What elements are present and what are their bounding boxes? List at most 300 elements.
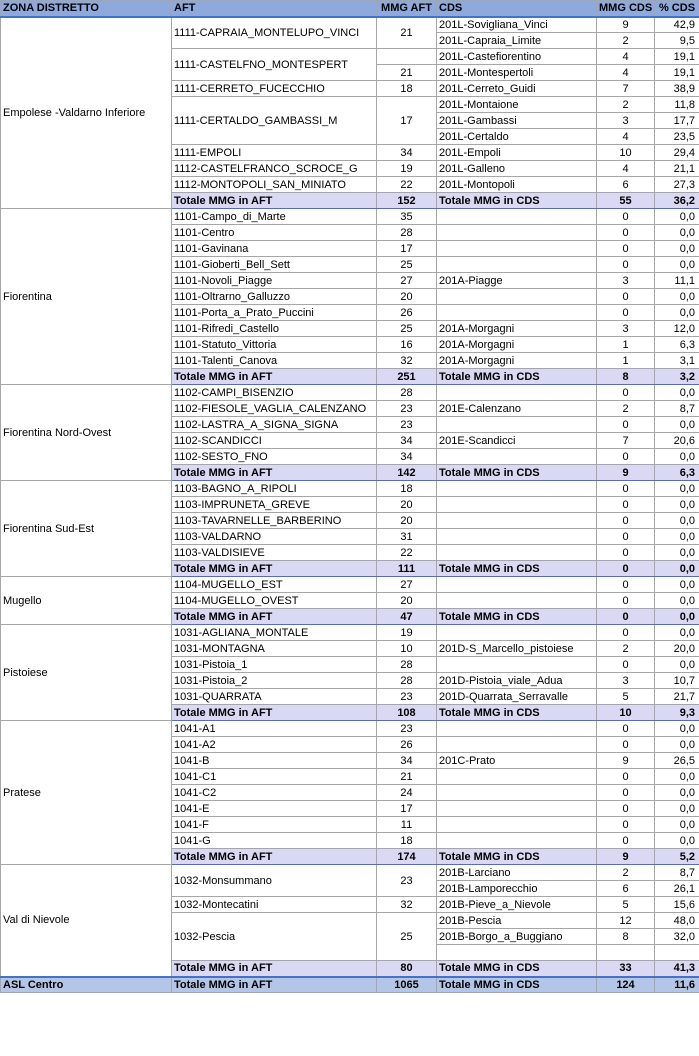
total-aft-label: Totale MMG in AFT	[172, 369, 377, 385]
header-aft: AFT	[172, 1, 377, 17]
total-cds-value: 10	[597, 705, 655, 721]
cds-mmg-value: 0	[597, 417, 655, 433]
cds-name	[437, 497, 597, 513]
aft-mmg-value: 27	[377, 577, 437, 593]
total-cds-label: Totale MMG in CDS	[437, 193, 597, 209]
aft-mmg-value: 28	[377, 673, 437, 689]
cds-name	[437, 209, 597, 225]
cds-mmg-value: 0	[597, 305, 655, 321]
aft-mmg-value: 17	[377, 241, 437, 257]
cds-name: 201L-Galleno	[437, 161, 597, 177]
cds-name: 201B-Larciano	[437, 865, 597, 881]
cds-mmg-value: 2	[597, 865, 655, 881]
cds-mmg-value: 0	[597, 721, 655, 737]
aft-name: 1032-Montecatini	[172, 897, 377, 913]
aft-mmg-value: 20	[377, 497, 437, 513]
cds-pct-value: 19,1	[655, 65, 699, 81]
aft-name: 1032-Pescia	[172, 913, 377, 961]
aft-mmg-value: 28	[377, 225, 437, 241]
cds-name: 201D-Pistoia_viale_Adua	[437, 673, 597, 689]
cds-mmg-value: 1	[597, 353, 655, 369]
cds-name: 201L-Montaione	[437, 97, 597, 113]
cds-name: 201L-Cerreto_Guidi	[437, 81, 597, 97]
cds-pct-value: 32,0	[655, 929, 699, 945]
aft-mmg-value: 35	[377, 209, 437, 225]
cds-pct-value: 26,5	[655, 753, 699, 769]
cds-pct-value: 0,0	[655, 801, 699, 817]
cds-mmg-value: 4	[597, 129, 655, 145]
cds-pct-value: 27,3	[655, 177, 699, 193]
total-aft-value: 251	[377, 369, 437, 385]
aft-name: 1102-LASTRA_A_SIGNA_SIGNA	[172, 417, 377, 433]
aft-name: 1102-FIESOLE_VAGLIA_CALENZANO	[172, 401, 377, 417]
aft-name: 1104-MUGELLO_EST	[172, 577, 377, 593]
aft-mmg-value: 32	[377, 353, 437, 369]
cds-pct-value: 11,8	[655, 97, 699, 113]
aft-name: 1041-A1	[172, 721, 377, 737]
cds-mmg-value: 0	[597, 529, 655, 545]
header-cds: CDS	[437, 1, 597, 17]
cds-pct-value: 10,7	[655, 673, 699, 689]
aft-name: 1102-SCANDICCI	[172, 433, 377, 449]
grand-total-cds-label: Totale MMG in CDS	[437, 977, 597, 993]
cds-mmg-value: 0	[597, 481, 655, 497]
aft-mmg-value: 23	[377, 865, 437, 897]
cds-pct-value: 0,0	[655, 593, 699, 609]
cds-name	[437, 801, 597, 817]
aft-mmg-value: 34	[377, 753, 437, 769]
cds-mmg-value: 2	[597, 401, 655, 417]
total-cds-label: Totale MMG in CDS	[437, 369, 597, 385]
aft-mmg-value: 21	[377, 769, 437, 785]
cds-mmg-value: 0	[597, 241, 655, 257]
aft-mmg-value: 26	[377, 737, 437, 753]
zone-name: Val di Nievole	[1, 865, 172, 977]
cds-mmg-value: 0	[597, 833, 655, 849]
cds-pct-value: 0,0	[655, 449, 699, 465]
cds-mmg-value: 0	[597, 785, 655, 801]
cds-mmg-value: 6	[597, 881, 655, 897]
cds-mmg-value: 0	[597, 801, 655, 817]
aft-name: 1041-A2	[172, 737, 377, 753]
cds-name	[437, 817, 597, 833]
aft-mmg-value: 22	[377, 545, 437, 561]
cds-pct-value: 21,7	[655, 689, 699, 705]
aft-name: 1111-CASTELFNO_MONTESPERT	[172, 49, 377, 81]
cds-mmg-value: 0	[597, 209, 655, 225]
header-mmg-cds: MMG CDS	[597, 1, 655, 17]
aft-name: 1031-MONTAGNA	[172, 641, 377, 657]
cds-name	[437, 945, 597, 961]
aft-name: 1102-CAMPI_BISENZIO	[172, 385, 377, 401]
cds-mmg-value: 0	[597, 769, 655, 785]
cds-mmg-value: 7	[597, 81, 655, 97]
aft-mmg-value: 20	[377, 593, 437, 609]
cds-name: 201L-Montespertoli	[437, 65, 597, 81]
cds-mmg-value: 2	[597, 97, 655, 113]
cds-name	[437, 481, 597, 497]
aft-mmg-value: 10	[377, 641, 437, 657]
cds-pct-value: 17,7	[655, 113, 699, 129]
cds-mmg-value: 4	[597, 65, 655, 81]
cds-mmg-value: 4	[597, 161, 655, 177]
cds-mmg-value: 2	[597, 641, 655, 657]
cds-mmg-value: 0	[597, 657, 655, 673]
aft-name: 1103-VALDISIEVE	[172, 545, 377, 561]
aft-name: 1101-Gioberti_Bell_Sett	[172, 257, 377, 273]
aft-mmg-value: 34	[377, 449, 437, 465]
header-pct-cds: % CDS	[655, 1, 699, 17]
total-aft-value: 142	[377, 465, 437, 481]
aft-name: 1111-CAPRAIA_MONTELUPO_VINCI	[172, 17, 377, 49]
aft-name: 1103-VALDARNO	[172, 529, 377, 545]
cds-name: 201L-Empoli	[437, 145, 597, 161]
cds-name: 201C-Prato	[437, 753, 597, 769]
aft-name: 1031-QUARRATA	[172, 689, 377, 705]
cds-name: 201L-Castefiorentino	[437, 49, 597, 65]
aft-mmg-value: 23	[377, 401, 437, 417]
aft-name: 1103-TAVARNELLE_BARBERINO	[172, 513, 377, 529]
grand-total-zone: ASL Centro	[1, 977, 172, 993]
aft-name: 1101-Talenti_Canova	[172, 353, 377, 369]
total-aft-value: 108	[377, 705, 437, 721]
aft-name: 1111-EMPOLI	[172, 145, 377, 161]
aft-mmg-value: 31	[377, 529, 437, 545]
table-row	[1, 721, 699, 737]
cds-name: 201E-Calenzano	[437, 401, 597, 417]
cds-mmg-value: 3	[597, 673, 655, 689]
cds-pct-value: 3,1	[655, 353, 699, 369]
cds-mmg-value: 0	[597, 625, 655, 641]
cds-mmg-value: 0	[597, 257, 655, 273]
cds-pct-value: 11,1	[655, 273, 699, 289]
aft-name: 1041-B	[172, 753, 377, 769]
zone-name: Empolese -Valdarno Inferiore	[1, 17, 172, 209]
header-zona-distretto: ZONA DISTRETTO	[1, 1, 172, 17]
total-cds-value: 0	[597, 561, 655, 577]
table-row	[1, 481, 699, 497]
cds-pct-value: 38,9	[655, 81, 699, 97]
aft-mmg-value: 20	[377, 513, 437, 529]
cds-name: 201L-Certaldo	[437, 129, 597, 145]
cds-pct-value: 0,0	[655, 225, 699, 241]
aft-name: 1101-Statuto_Vittoria	[172, 337, 377, 353]
aft-name: 1103-BAGNO_A_RIPOLI	[172, 481, 377, 497]
aft-mmg-value: 19	[377, 625, 437, 641]
cds-pct-value: 0,0	[655, 577, 699, 593]
cds-name: 201B-Pieve_a_Nievole	[437, 897, 597, 913]
cds-pct-value: 0,0	[655, 545, 699, 561]
cds-name: 201L-Gambassi	[437, 113, 597, 129]
aft-name: 1041-C1	[172, 769, 377, 785]
total-cds-label: Totale MMG in CDS	[437, 561, 597, 577]
total-aft-value: 80	[377, 961, 437, 977]
total-aft-value: 47	[377, 609, 437, 625]
aft-mmg-value: 18	[377, 833, 437, 849]
header-row	[1, 1, 699, 17]
zone-name: Fiorentina	[1, 209, 172, 385]
cds-name: 201L-Sovigliana_Vinci	[437, 17, 597, 33]
total-cds-label: Totale MMG in CDS	[437, 849, 597, 865]
aft-name: 1112-MONTOPOLI_SAN_MINIATO	[172, 177, 377, 193]
cds-mmg-value: 0	[597, 497, 655, 513]
cds-name: 201B-Borgo_a_Buggiano	[437, 929, 597, 945]
total-aft-label: Totale MMG in AFT	[172, 849, 377, 865]
cds-name: 201D-Quarrata_Serravalle	[437, 689, 597, 705]
aft-name: 1101-Centro	[172, 225, 377, 241]
zone-name: Mugello	[1, 577, 172, 625]
aft-name: 1104-MUGELLO_OVEST	[172, 593, 377, 609]
aft-mmg-value: 17	[377, 801, 437, 817]
total-aft-label: Totale MMG in AFT	[172, 561, 377, 577]
cds-pct-value: 0,0	[655, 305, 699, 321]
cds-mmg-value: 0	[597, 513, 655, 529]
cds-pct-value: 0,0	[655, 209, 699, 225]
aft-name: 1101-Porta_a_Prato_Puccini	[172, 305, 377, 321]
aft-name: 1101-Novoli_Piagge	[172, 273, 377, 289]
cds-pct-value: 0,0	[655, 481, 699, 497]
cds-name: 201A-Piagge	[437, 273, 597, 289]
total-cds-value: 9	[597, 465, 655, 481]
total-cds-value: 0	[597, 609, 655, 625]
aft-name: 1111-CERRETO_FUCECCHIO	[172, 81, 377, 97]
aft-mmg-value: 28	[377, 385, 437, 401]
aft-name: 1101-Campo_di_Marte	[172, 209, 377, 225]
zone-name: Fiorentina Nord-Ovest	[1, 385, 172, 481]
cds-pct-value: 0,0	[655, 241, 699, 257]
cds-pct-value: 26,1	[655, 881, 699, 897]
cds-mmg-value: 9	[597, 17, 655, 33]
aft-mmg-value: 34	[377, 433, 437, 449]
cds-pct-value: 0,0	[655, 625, 699, 641]
cds-mmg-value: 0	[597, 593, 655, 609]
cds-name: 201A-Morgagni	[437, 353, 597, 369]
cds-mmg-value: 8	[597, 929, 655, 945]
total-cds-value: 55	[597, 193, 655, 209]
grand-total-aft-label: Totale MMG in AFT	[172, 977, 377, 993]
cds-mmg-value: 6	[597, 177, 655, 193]
cds-name	[437, 721, 597, 737]
aft-name: 1111-CERTALDO_GAMBASSI_M	[172, 97, 377, 145]
cds-mmg-value: 0	[597, 225, 655, 241]
cds-name	[437, 417, 597, 433]
aft-mmg-value: 25	[377, 321, 437, 337]
aft-mmg-value: 11	[377, 817, 437, 833]
aft-mmg-value	[377, 49, 437, 65]
aft-mmg-value: 26	[377, 305, 437, 321]
cds-mmg-value: 0	[597, 817, 655, 833]
cds-mmg-value: 9	[597, 753, 655, 769]
aft-mmg-value: 25	[377, 257, 437, 273]
aft-mmg-value: 18	[377, 81, 437, 97]
aft-mmg-value: 17	[377, 97, 437, 145]
table-row	[1, 17, 699, 33]
cds-pct-value: 8,7	[655, 401, 699, 417]
cds-name	[437, 769, 597, 785]
cds-mmg-value: 0	[597, 545, 655, 561]
cds-pct-value: 21,1	[655, 161, 699, 177]
cds-pct-value: 0,0	[655, 833, 699, 849]
total-pct-value: 6,3	[655, 465, 699, 481]
cds-pct-value	[655, 945, 699, 961]
cds-name	[437, 305, 597, 321]
cds-pct-value: 19,1	[655, 49, 699, 65]
aft-name: 1041-G	[172, 833, 377, 849]
cds-pct-value: 0,0	[655, 513, 699, 529]
total-aft-value: 111	[377, 561, 437, 577]
cds-mmg-value: 4	[597, 49, 655, 65]
cds-name	[437, 385, 597, 401]
aft-mmg-value: 21	[377, 17, 437, 49]
cds-pct-value: 0,0	[655, 529, 699, 545]
aft-mmg-value: 18	[377, 481, 437, 497]
cds-pct-value: 0,0	[655, 257, 699, 273]
cds-name	[437, 577, 597, 593]
cds-name	[437, 593, 597, 609]
aft-mmg-value: 27	[377, 273, 437, 289]
aft-name: 1112-CASTELFRANCO_SCROCE_G	[172, 161, 377, 177]
total-cds-value: 9	[597, 849, 655, 865]
aft-name: 1103-IMPRUNETA_GREVE	[172, 497, 377, 513]
zone-name: Pistoiese	[1, 625, 172, 721]
aft-mmg-value: 16	[377, 337, 437, 353]
cds-mmg-value: 0	[597, 385, 655, 401]
cds-pct-value: 15,6	[655, 897, 699, 913]
cds-pct-value: 20,6	[655, 433, 699, 449]
total-aft-label: Totale MMG in AFT	[172, 609, 377, 625]
aft-name: 1041-E	[172, 801, 377, 817]
total-aft-label: Totale MMG in AFT	[172, 705, 377, 721]
cds-pct-value: 20,0	[655, 641, 699, 657]
cds-name	[437, 257, 597, 273]
total-aft-label: Totale MMG in AFT	[172, 961, 377, 977]
cds-name: 201E-Scandicci	[437, 433, 597, 449]
aft-mmg-value: 24	[377, 785, 437, 801]
cds-name	[437, 225, 597, 241]
cds-name	[437, 625, 597, 641]
grand-total-row	[1, 977, 699, 993]
cds-pct-value: 0,0	[655, 737, 699, 753]
total-cds-label: Totale MMG in CDS	[437, 465, 597, 481]
total-cds-label: Totale MMG in CDS	[437, 961, 597, 977]
total-pct-value: 0,0	[655, 609, 699, 625]
cds-pct-value: 6,3	[655, 337, 699, 353]
cds-mmg-value: 12	[597, 913, 655, 929]
cds-mmg-value: 3	[597, 273, 655, 289]
cds-name	[437, 529, 597, 545]
aft-name: 1031-AGLIANA_MONTALE	[172, 625, 377, 641]
cds-pct-value: 0,0	[655, 657, 699, 673]
zone-name: Fiorentina Sud-Est	[1, 481, 172, 577]
grand-total-cds-value: 124	[597, 977, 655, 993]
aft-mmg-value: 34	[377, 145, 437, 161]
cds-name	[437, 289, 597, 305]
cds-name: 201L-Montopoli	[437, 177, 597, 193]
cds-pct-value: 48,0	[655, 913, 699, 929]
total-aft-value: 152	[377, 193, 437, 209]
cds-name	[437, 241, 597, 257]
aft-mmg-value: 19	[377, 161, 437, 177]
cds-pct-value: 0,0	[655, 385, 699, 401]
cds-mmg-value: 0	[597, 449, 655, 465]
aft-mmg-value: 23	[377, 417, 437, 433]
table-row	[1, 577, 699, 593]
cds-mmg-value: 5	[597, 689, 655, 705]
header-mmg-aft: MMG AFT	[377, 1, 437, 17]
aft-name: 1031-Pistoia_2	[172, 673, 377, 689]
cds-pct-value: 8,7	[655, 865, 699, 881]
total-pct-value: 5,2	[655, 849, 699, 865]
total-pct-value: 36,2	[655, 193, 699, 209]
cds-pct-value: 12,0	[655, 321, 699, 337]
cds-mmg-value: 5	[597, 897, 655, 913]
aft-mmg-value: 23	[377, 721, 437, 737]
cds-pct-value: 0,0	[655, 785, 699, 801]
total-cds-value: 8	[597, 369, 655, 385]
aft-mmg-value: 32	[377, 897, 437, 913]
cds-mmg-value	[597, 945, 655, 961]
aft-mmg-value: 28	[377, 657, 437, 673]
table-row	[1, 209, 699, 225]
grand-total-pct-value: 11,6	[655, 977, 699, 993]
cds-mmg-value: 3	[597, 113, 655, 129]
cds-name: 201A-Morgagni	[437, 337, 597, 353]
table-row	[1, 385, 699, 401]
aft-name: 1101-Rifredi_Castello	[172, 321, 377, 337]
total-pct-value: 0,0	[655, 561, 699, 577]
total-aft-value: 174	[377, 849, 437, 865]
aft-mmg-value: 22	[377, 177, 437, 193]
cds-pct-value: 0,0	[655, 769, 699, 785]
cds-pct-value: 0,0	[655, 817, 699, 833]
cds-name	[437, 545, 597, 561]
cds-mmg-value: 0	[597, 577, 655, 593]
cds-pct-value: 29,4	[655, 145, 699, 161]
cds-pct-value: 23,5	[655, 129, 699, 145]
zone-name: Pratese	[1, 721, 172, 865]
total-cds-label: Totale MMG in CDS	[437, 609, 597, 625]
table-row	[1, 625, 699, 641]
cds-name: 201B-Lamporecchio	[437, 881, 597, 897]
cds-mmg-value: 1	[597, 337, 655, 353]
table-body	[1, 17, 699, 977]
cds-mmg-value: 0	[597, 289, 655, 305]
aft-mmg-value: 21	[377, 65, 437, 81]
aft-name: 1101-Gavinana	[172, 241, 377, 257]
cds-pct-value: 0,0	[655, 417, 699, 433]
total-pct-value: 3,2	[655, 369, 699, 385]
aft-mmg-value: 20	[377, 289, 437, 305]
cds-pct-value: 0,0	[655, 289, 699, 305]
cds-mmg-value: 7	[597, 433, 655, 449]
aft-name: 1041-C2	[172, 785, 377, 801]
cds-mmg-value: 3	[597, 321, 655, 337]
cds-name	[437, 449, 597, 465]
cds-name: 201B-Pescia	[437, 913, 597, 929]
aft-name: 1032-Monsummano	[172, 865, 377, 897]
cds-name	[437, 737, 597, 753]
aft-mmg-value: 25	[377, 913, 437, 961]
cds-name: 201A-Morgagni	[437, 321, 597, 337]
cds-mmg-value: 10	[597, 145, 655, 161]
total-cds-value: 33	[597, 961, 655, 977]
cds-pct-value: 42,9	[655, 17, 699, 33]
cds-name	[437, 785, 597, 801]
table-row	[1, 865, 699, 881]
total-cds-label: Totale MMG in CDS	[437, 705, 597, 721]
cds-name: 201D-S_Marcello_pistoiese	[437, 641, 597, 657]
total-aft-label: Totale MMG in AFT	[172, 465, 377, 481]
